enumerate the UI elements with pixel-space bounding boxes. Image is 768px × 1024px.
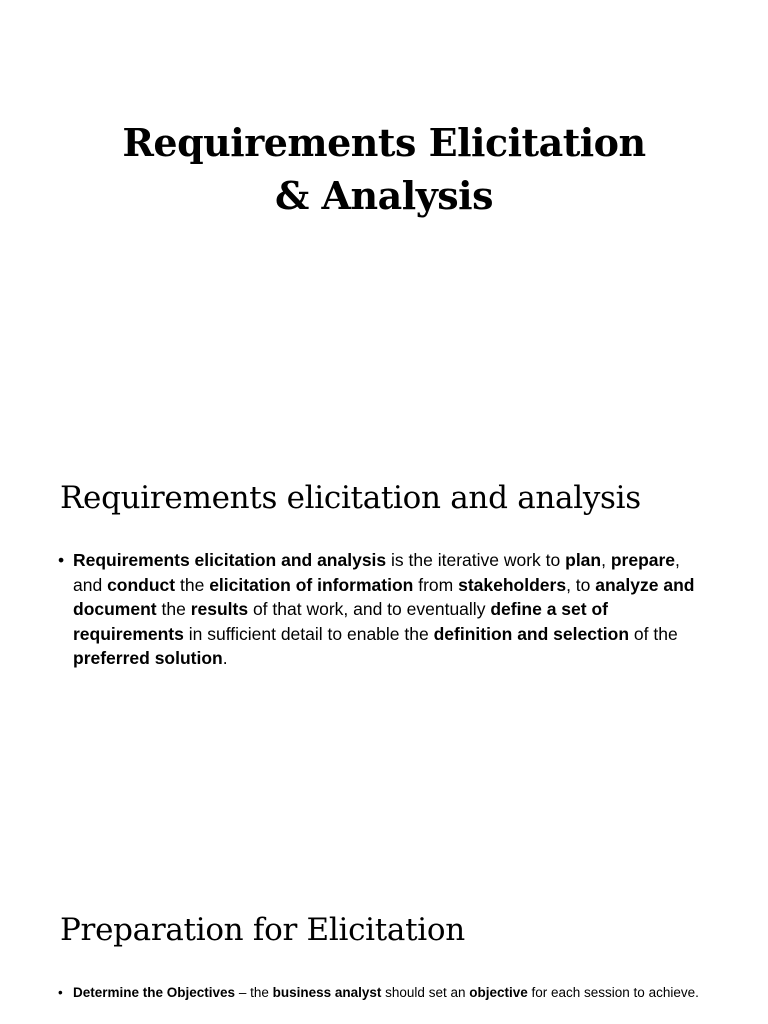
text-run: – the xyxy=(235,985,273,1000)
bold-term: Determine the Objectives xyxy=(73,985,236,1000)
text-run: of the xyxy=(629,623,678,644)
title-slide xyxy=(0,0,768,420)
bold-term: analyze and document xyxy=(73,574,695,619)
bold-term: definition and selection xyxy=(433,623,630,644)
text-run: from xyxy=(413,574,459,595)
bold-term: results xyxy=(190,599,249,619)
preparation-slide xyxy=(0,840,768,1024)
bold-term: Requirements elicitation and analysis xyxy=(73,550,387,570)
bullet-item xyxy=(58,984,718,1002)
text-run: of that work, and to eventually xyxy=(248,599,491,619)
overview-slide xyxy=(0,420,768,840)
section-heading: Requirements elicitation and analysis xyxy=(60,480,641,516)
bold-term: preferred solution xyxy=(73,648,223,668)
text-run: for each session to achieve. xyxy=(527,985,699,1000)
text-run: in sufficient detail to enable the xyxy=(183,623,434,644)
bold-term: define a set of requirements xyxy=(73,599,608,644)
bullet-list xyxy=(58,548,708,671)
text-run: the xyxy=(156,599,191,619)
bullet-dot: • xyxy=(58,985,63,1000)
bold-term: conduct xyxy=(107,574,176,595)
bold-term: prepare xyxy=(610,550,676,570)
bold-term: objective xyxy=(469,985,528,1000)
text-run: the xyxy=(175,574,210,595)
bold-term: plan xyxy=(565,550,602,570)
section-heading: Preparation for Elicitation xyxy=(60,912,465,948)
bullet-dot: • xyxy=(58,550,65,570)
slide-title xyxy=(0,116,768,222)
text-run: should set an xyxy=(381,985,470,1000)
text-run: , to xyxy=(566,574,596,595)
bold-term: business analyst xyxy=(272,985,382,1000)
title-line-2: & Analysis xyxy=(274,173,493,218)
text-run: . xyxy=(222,648,228,668)
title-line-1: Requirements Elicitation xyxy=(122,120,646,165)
bold-term: elicitation of information xyxy=(209,574,414,595)
text-run: is the iterative work to xyxy=(386,550,566,570)
text-run: , xyxy=(601,550,611,570)
text-run: , and xyxy=(73,550,680,595)
bullet-item xyxy=(58,548,708,671)
bold-term: stakeholders xyxy=(458,574,567,595)
bullet-list xyxy=(58,984,718,1002)
